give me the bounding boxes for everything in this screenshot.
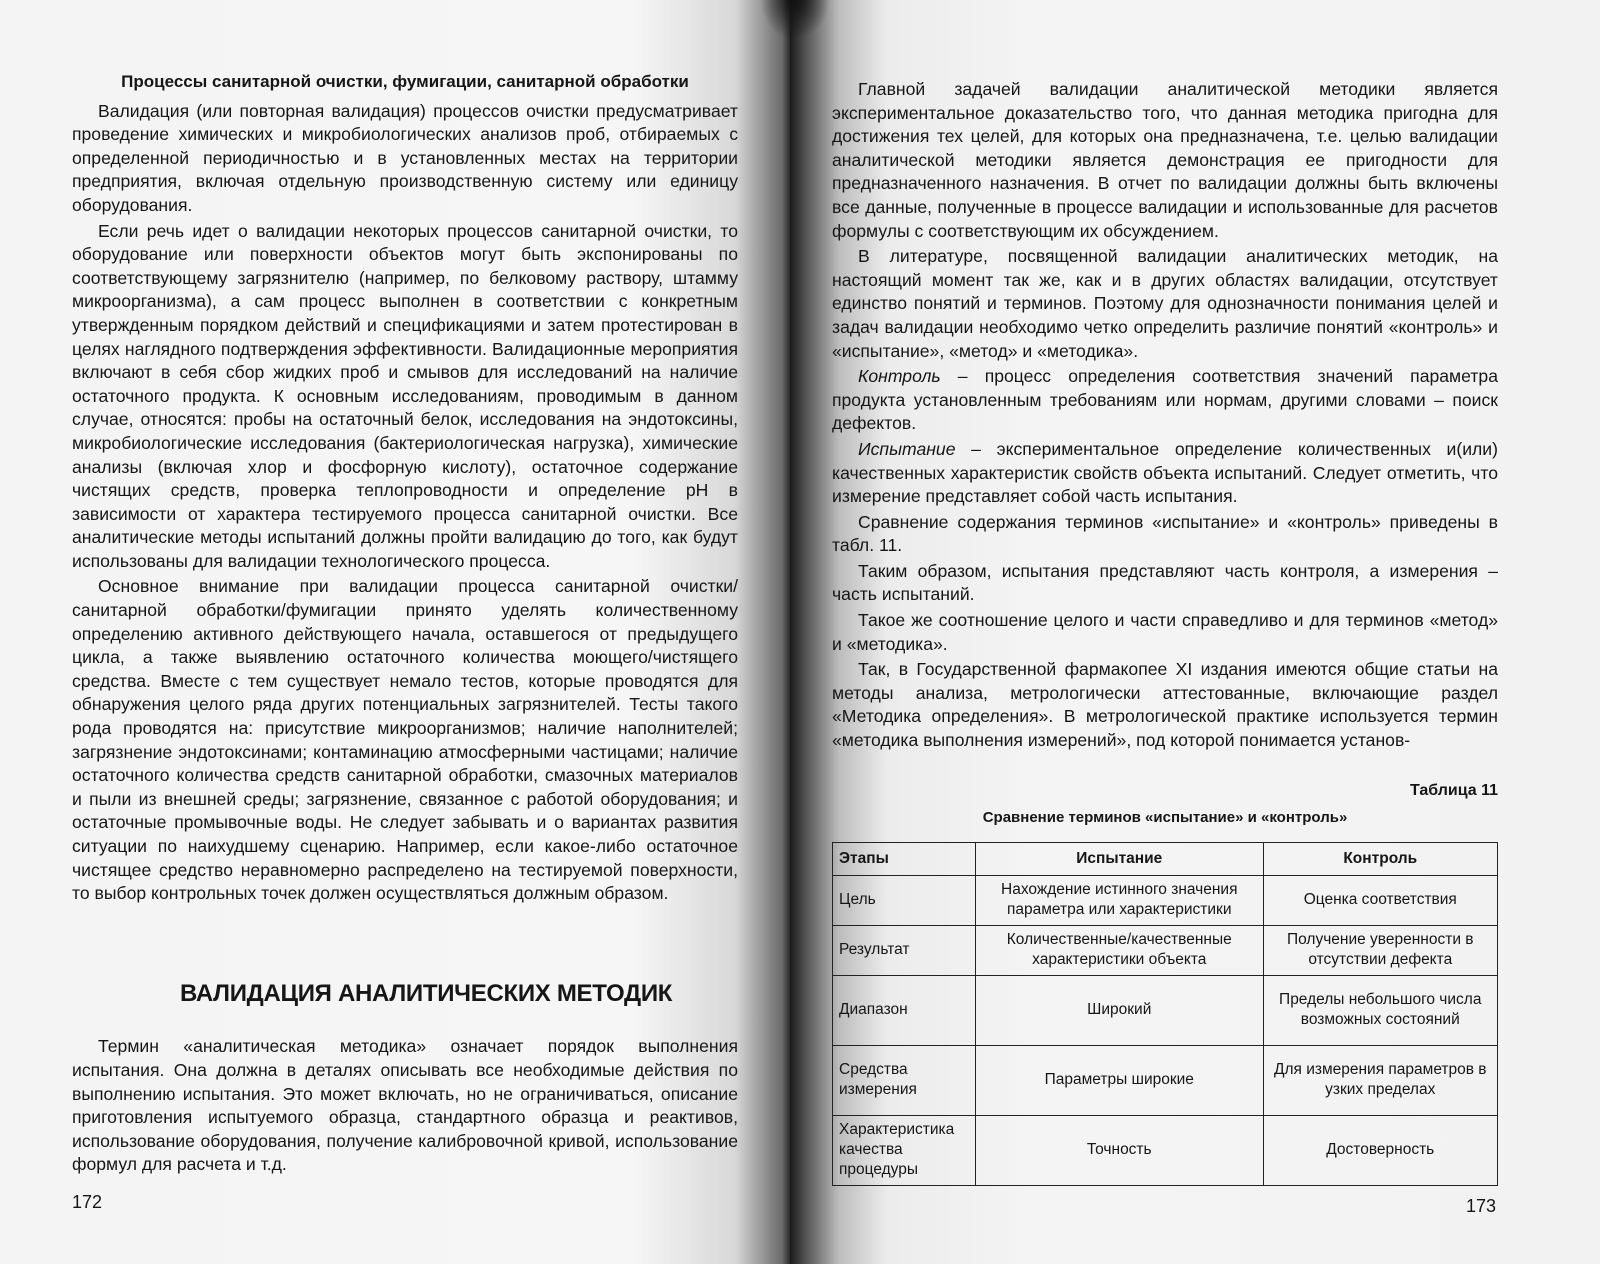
table-cell: Нахождение истинного значения параметра или характеристики [976, 875, 1264, 925]
term-control: Контроль [858, 366, 941, 387]
paragraph: Если речь идет о валидации некоторых процессов санитарной очистки, то оборудование или поверхности объектов могут быть экспонированы по соответствующему загрязнителю (например, по белковому раствору, штамму микроорганизма), а сам процесс выполнен в соответствии с конкретным утвержденным порядком действий и спецификациями и затем протестирован в целях наглядного подтверждения эффективности. Валидационные мероприятия включают в себя сбор жидких проб и смывов для исследований на наличие остаточного продукта. К основным исследованиям, проводимым в данном случае, относятся: пробы на остаточный белок, исследования на эндотоксины, микробиологические исследования (бактериологическая нагрузка), химические анализы (включая хлор и фосфорную кислоту), остаточное содержание чистящих средств, проверка теплопроводности и определение pH в зависимости от характера тестируемого процесса санитарной очистки. Все аналитические методы испытаний должны пройти валидацию до того, как будут использованы для валидации технологического процесса. [72, 220, 738, 571]
paragraph: Таким образом, испытания представляют часть контроля, а измерения – часть испытаний. [832, 560, 1498, 605]
table-row [833, 875, 1498, 925]
table-cell: Пределы небольшого числа возможных состояний [1263, 975, 1497, 1045]
section-heading: Процессы санитарной очистки, фумигации, санитарной обработки [121, 72, 689, 91]
table-header-row [833, 842, 1498, 875]
chapter-title: ВАЛИДАЦИЯ АНАЛИТИЧЕСКИХ МЕТОДИК [180, 979, 673, 1007]
paragraph: Такое же соотношение целого и части справедливо и для терминов «метод» и «методика». [832, 610, 1498, 654]
table-row [833, 925, 1498, 975]
definition-text: – экспериментальное определение количественных и(или) качественных характеристик свойств объекта испытаний. Следует отметить, что измерение представляет собой часть испытания. [832, 438, 1498, 507]
table-row [833, 1045, 1498, 1115]
table-cell: Параметры широкие [976, 1045, 1264, 1115]
left-page [0, 0, 790, 1264]
table-cell: Средства измерения [833, 1045, 976, 1115]
table-cell: Получение уверенности в отсутствии дефекта [1263, 925, 1497, 975]
comparison-table [832, 842, 1498, 1186]
left-text-column [72, 70, 738, 1179]
table-cell: Достоверность [1263, 1115, 1497, 1185]
definition-test [832, 438, 1498, 509]
term-test: Испытание [858, 438, 956, 459]
table-cell: Количественные/качественные характеристики объекта [976, 925, 1264, 975]
table-header-cell: Этапы [833, 842, 976, 875]
paragraph: В литературе, посвященной валидации аналитических методик, на настоящий момент так же, как и в других областях валидации, отсутствует единство понятий и терминов. Поэтому для однозначности понимания целей и задач валидации необходимо четко определить различие понятий «контроль» и «испытание», «метод» и «методика». [832, 246, 1498, 361]
page-number-left: 172 [72, 1192, 103, 1212]
book-spine-shadow [760, 0, 830, 40]
table-cell: Результат [833, 925, 976, 975]
table-cell: Для измерения параметров в узких пределах [1263, 1045, 1497, 1115]
table-cell: Широкий [976, 975, 1264, 1045]
table-number: Таблица 11 [1409, 781, 1498, 799]
paragraph: Термин «аналитическая методика» означает порядок выполнения испытания. Она должна в деталях описывать все необходимые действия по выполнению испытания. Это может включать, но не ограничиваться, описание приготовления испытуемого образца, стандартного образца и реактивов, использование оборудования, получение калибровочной кривой, использование формул для расчета и т.д. [72, 1036, 738, 1175]
paragraph: Так, в Государственной фармакопее XI издания имеются общие статьи на методы анализа, метрологически аттестованные, включающие раздел «Методика определения». В метрологической практике используется термин «методика выполнения измерений», под которой понимается установ- [832, 659, 1498, 751]
paragraph: Главной задачей валидации аналитической методики является экспериментальное доказательство того, что данная методика пригодна для достижения тех целей, для которых она предназначена, т.е. целью валидации аналитической методики является демонстрация ее пригодности для предназначенного назначения. В отчет по валидации должны быть включены все данные, полученные в процессе валидации и использованные для расчетов формулы с соответствующим их обсуждением. [832, 79, 1498, 241]
table-cell: Точность [976, 1115, 1264, 1185]
table-cell: Цель [833, 875, 976, 925]
table-header-cell: Контроль [1263, 842, 1497, 875]
table-cell: Диапазон [833, 975, 976, 1045]
paragraph: Основное внимание при валидации процесса санитарной очистки/санитарной обработки/фумигации принято уделять количественному определению активного действующего начала, оставшегося от предыдущего цикла, а также выявлению остаточного количества моющего/чистящего средства. Вместе с тем существует немало тестов, которые проводятся для обнаружения целого ряда других потенциальных загрязнителей. Тесты такого рода проводятся на: присутствие микроорганизмов; наличие наполнителей; загрязнение эндотоксинами; контаминацию атмосферными частицами; наличие остаточного количества средств санитарной обработки, смазочных материалов и пыли из внешней среды; загрязнение, связанное с работой оборудования; и остаточные промывочные воды. Не следует забывать и о вариантах развития ситуации по наихудшему сценарию. Например, если какое-либо остаточное чистящее средство неравномерно распределено на тестируемой поверхности, то выбор контрольных точек должен осуществляться должным образом. [72, 576, 738, 904]
right-text-column [832, 78, 1498, 1186]
paragraph: Сравнение содержания терминов «испытание» и «контроль» приведены в табл. 11. [832, 511, 1498, 556]
definition-control [832, 365, 1498, 436]
table-title: Сравнение терминов «испытание» и «контроль» [982, 809, 1348, 827]
table-cell: Характеристика качества процедуры [833, 1115, 976, 1185]
table-cell: Оценка соответствия [1263, 875, 1497, 925]
definition-text: – процесс определения соответствия значений параметра продукта установленным требованиям или нормам, другими словами – поиск дефектов. [832, 366, 1498, 434]
paragraph: Валидация (или повторная валидация) процессов очистки предусматривает проведение химических и микробиологических анализов проб, отбираемых с определенной периодичностью и в установленных местах на территории предприятия, включая отдельную производственную систему или единицу оборудования. [72, 100, 738, 215]
page-number-right: 173 [1466, 1196, 1497, 1216]
table-row [833, 975, 1498, 1045]
table-row [833, 1115, 1498, 1185]
table-header-cell: Испытание [976, 842, 1264, 875]
